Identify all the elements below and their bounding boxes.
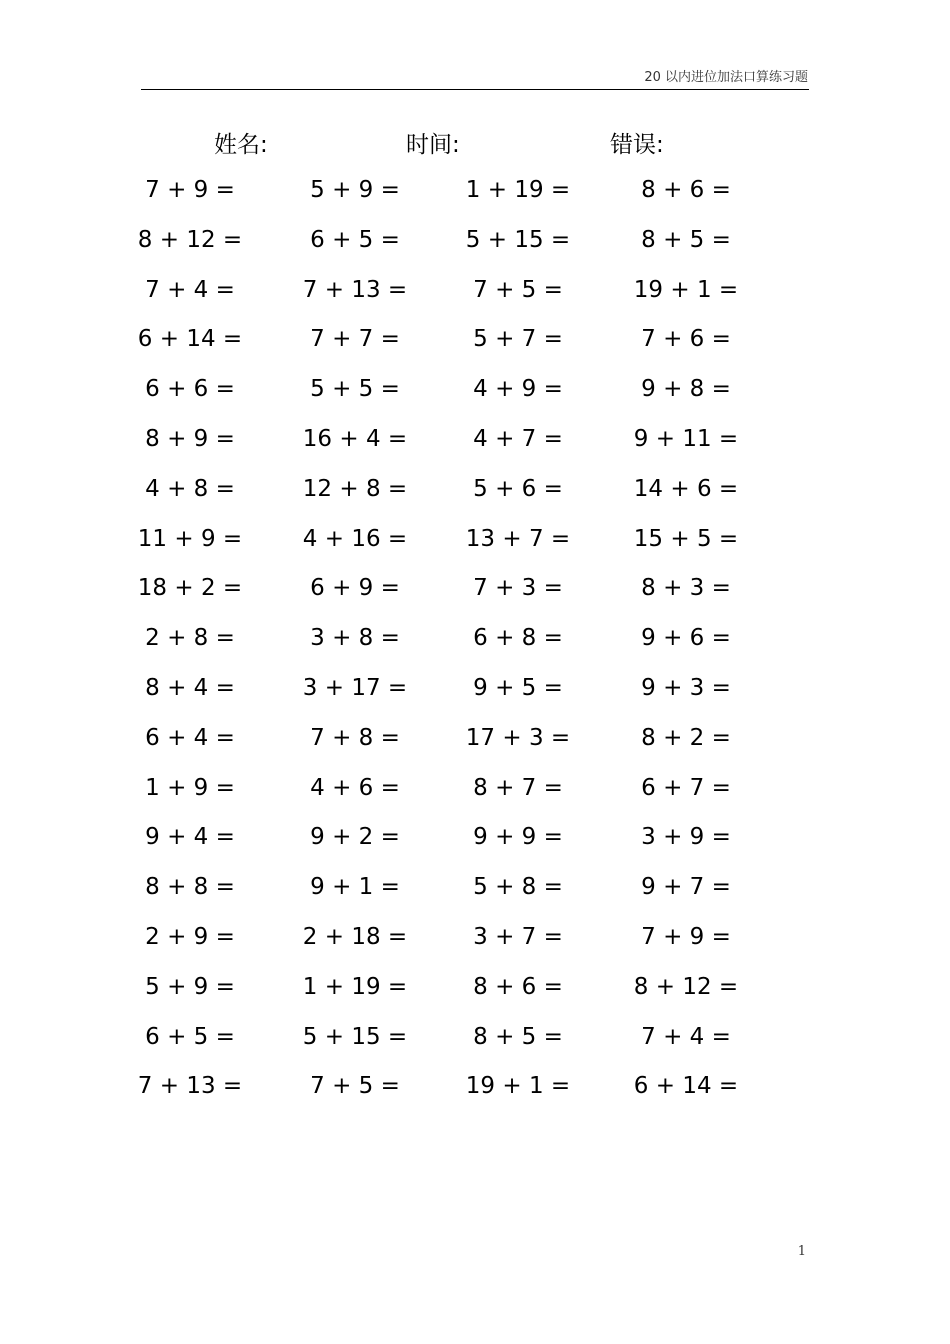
problem-item: 8 + 6 = bbox=[473, 973, 563, 1000]
problem-item: 9 + 7 = bbox=[641, 874, 731, 901]
problem-item: 4 + 16 = bbox=[302, 525, 408, 552]
problem-item: 6 + 5 = bbox=[310, 226, 400, 253]
problem-item: 3 + 17 = bbox=[302, 674, 408, 701]
problem-item: 19 + 1 = bbox=[465, 1073, 571, 1100]
problem-item: 8 + 7 = bbox=[473, 774, 563, 801]
problem-item: 5 + 7 = bbox=[473, 326, 563, 353]
problem-row bbox=[0, 220, 950, 270]
problem-item: 6 + 6 = bbox=[145, 376, 235, 403]
problem-row bbox=[0, 967, 950, 1017]
problem-item: 5 + 9 = bbox=[145, 973, 235, 1000]
problem-item: 9 + 8 = bbox=[641, 376, 731, 403]
problem-item: 4 + 9 = bbox=[473, 376, 563, 403]
problem-item: 8 + 8 = bbox=[145, 874, 235, 901]
problem-row bbox=[0, 319, 950, 369]
problem-item: 5 + 15 = bbox=[302, 1023, 408, 1050]
problem-item: 7 + 4 = bbox=[145, 276, 235, 303]
problem-item: 4 + 8 = bbox=[145, 475, 235, 502]
problem-row bbox=[0, 718, 950, 768]
errors-label: 错误: bbox=[610, 132, 664, 158]
header-divider bbox=[141, 89, 809, 90]
problem-item: 8 + 4 = bbox=[145, 674, 235, 701]
problem-item: 2 + 8 = bbox=[145, 625, 235, 652]
problem-item: 7 + 9 = bbox=[641, 923, 731, 950]
problem-item: 15 + 5 = bbox=[633, 525, 739, 552]
problem-item: 11 + 9 = bbox=[137, 525, 243, 552]
problem-row bbox=[0, 768, 950, 818]
problem-item: 7 + 8 = bbox=[310, 724, 400, 751]
problem-item: 9 + 3 = bbox=[641, 674, 731, 701]
problem-item: 9 + 9 = bbox=[473, 824, 563, 851]
problem-item: 6 + 14 = bbox=[633, 1073, 739, 1100]
problem-item: 9 + 6 = bbox=[641, 625, 731, 652]
problem-item: 9 + 2 = bbox=[310, 824, 400, 851]
problem-item: 13 + 7 = bbox=[465, 525, 571, 552]
problem-item: 7 + 4 = bbox=[641, 1023, 731, 1050]
problem-item: 8 + 5 = bbox=[641, 226, 731, 253]
problem-row bbox=[0, 917, 950, 967]
problem-item: 3 + 9 = bbox=[641, 824, 731, 851]
problem-item: 5 + 9 = bbox=[310, 177, 400, 203]
problem-item: 19 + 1 = bbox=[633, 276, 739, 303]
problem-item: 7 + 9 = bbox=[145, 177, 235, 203]
problem-item: 6 + 7 = bbox=[641, 774, 731, 801]
problem-item: 7 + 6 = bbox=[641, 326, 731, 353]
problem-item: 6 + 9 = bbox=[310, 575, 400, 602]
problem-item: 7 + 13 = bbox=[302, 276, 408, 303]
problem-item: 5 + 5 = bbox=[310, 376, 400, 403]
problem-item: 7 + 5 = bbox=[310, 1073, 400, 1100]
problem-item: 4 + 6 = bbox=[310, 774, 400, 801]
problem-row bbox=[0, 1066, 950, 1116]
problem-item: 12 + 8 = bbox=[302, 475, 408, 502]
header-title: 20 以内进位加法口算练习题 bbox=[644, 70, 808, 85]
problem-item: 1 + 19 = bbox=[465, 177, 571, 203]
problem-item: 18 + 2 = bbox=[137, 575, 243, 602]
problem-item: 9 + 4 = bbox=[145, 824, 235, 851]
problem-item: 8 + 2 = bbox=[641, 724, 731, 751]
problem-item: 14 + 6 = bbox=[633, 475, 739, 502]
problem-item: 4 + 7 = bbox=[473, 425, 563, 452]
problem-item: 1 + 19 = bbox=[302, 973, 408, 1000]
problem-row bbox=[0, 170, 950, 220]
student-info-fields bbox=[0, 126, 950, 160]
problem-item: 5 + 6 = bbox=[473, 475, 563, 502]
problem-item: 8 + 3 = bbox=[641, 575, 731, 602]
problem-item: 7 + 3 = bbox=[473, 575, 563, 602]
problem-item: 3 + 8 = bbox=[310, 625, 400, 652]
problem-item: 7 + 7 = bbox=[310, 326, 400, 353]
problem-row bbox=[0, 668, 950, 718]
problem-item: 8 + 6 = bbox=[641, 177, 731, 203]
problem-row bbox=[0, 867, 950, 917]
problem-row bbox=[0, 270, 950, 320]
problem-item: 5 + 8 = bbox=[473, 874, 563, 901]
problem-item: 6 + 8 = bbox=[473, 625, 563, 652]
problem-item: 5 + 15 = bbox=[465, 226, 571, 253]
problem-row bbox=[0, 618, 950, 668]
problem-item: 7 + 5 = bbox=[473, 276, 563, 303]
problem-item: 1 + 9 = bbox=[145, 774, 235, 801]
problem-row bbox=[0, 1017, 950, 1067]
problem-item: 17 + 3 = bbox=[465, 724, 571, 751]
problem-item: 6 + 5 = bbox=[145, 1023, 235, 1050]
time-label: 时间: bbox=[406, 132, 460, 158]
problem-row bbox=[0, 469, 950, 519]
problem-grid bbox=[0, 170, 950, 1116]
problem-item: 9 + 11 = bbox=[633, 425, 739, 452]
problem-item: 7 + 13 = bbox=[137, 1073, 243, 1100]
problem-item: 2 + 18 = bbox=[302, 923, 408, 950]
problem-row bbox=[0, 519, 950, 569]
problem-item: 8 + 12 = bbox=[137, 226, 243, 253]
problem-item: 2 + 9 = bbox=[145, 923, 235, 950]
problem-item: 8 + 9 = bbox=[145, 425, 235, 452]
problem-row bbox=[0, 419, 950, 469]
problem-row bbox=[0, 369, 950, 419]
problem-item: 9 + 1 = bbox=[310, 874, 400, 901]
problem-item: 16 + 4 = bbox=[302, 425, 408, 452]
page-number: 1 bbox=[797, 1244, 806, 1259]
problem-item: 6 + 4 = bbox=[145, 724, 235, 751]
problem-row bbox=[0, 568, 950, 618]
problem-item: 6 + 14 = bbox=[137, 326, 243, 353]
name-label: 姓名: bbox=[214, 132, 268, 158]
problem-row bbox=[0, 817, 950, 867]
problem-item: 8 + 12 = bbox=[633, 973, 739, 1000]
problem-item: 8 + 5 = bbox=[473, 1023, 563, 1050]
problem-item: 3 + 7 = bbox=[473, 923, 563, 950]
problem-item: 9 + 5 = bbox=[473, 674, 563, 701]
